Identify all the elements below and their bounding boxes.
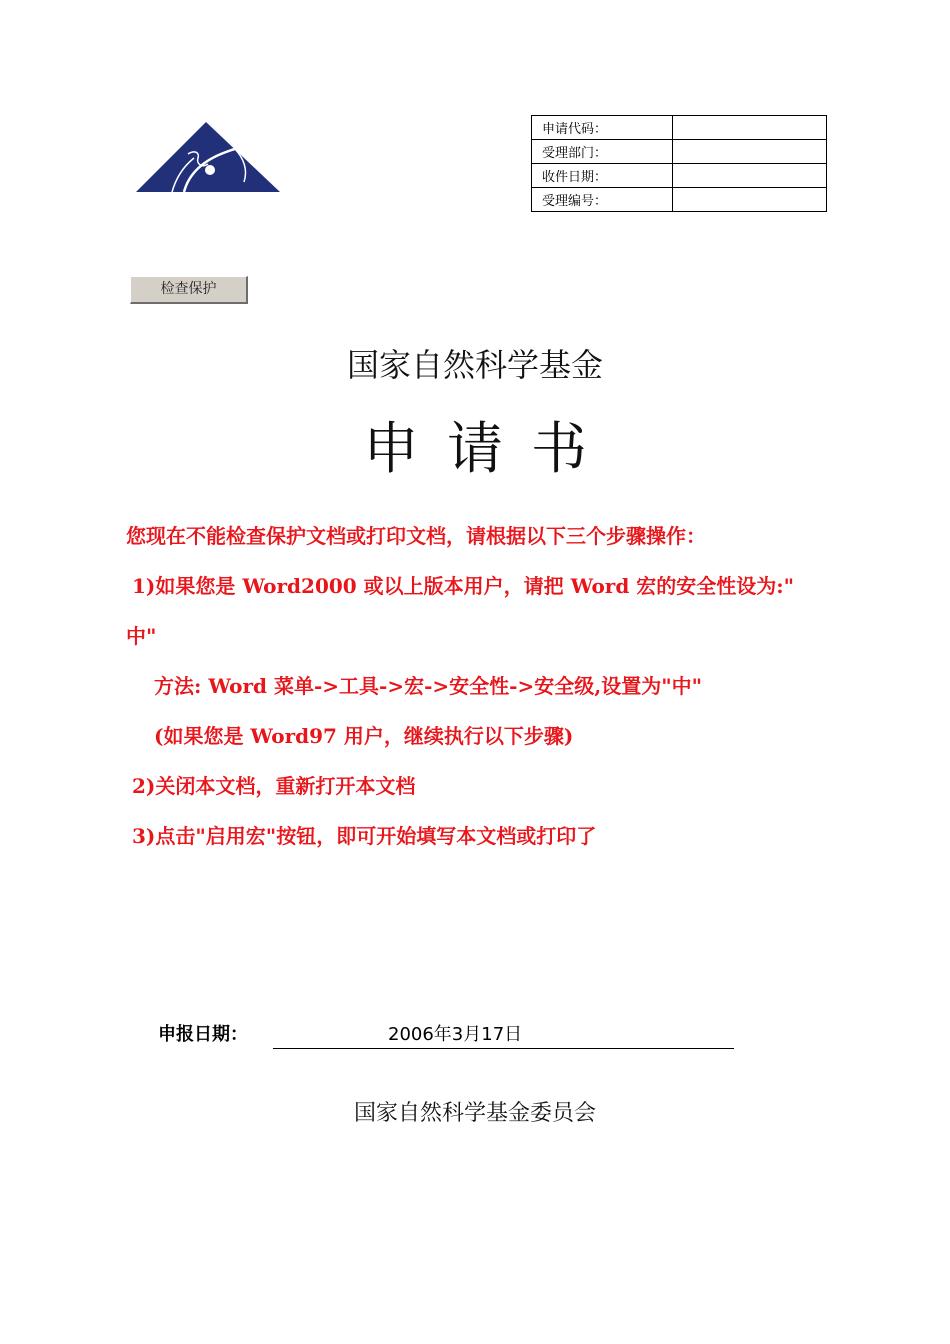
instruction-step-1-continued: 中": [126, 624, 157, 648]
acceptance-number-field[interactable]: [673, 188, 827, 212]
table-row: [532, 116, 827, 140]
table-row: [532, 188, 827, 212]
instruction-step-3: 3)点击"启用宏"按钮，即可开始填写本文档或打印了: [132, 824, 597, 848]
committee-name: 国家自然科学基金委员会: [353, 1101, 596, 1126]
document-title: 申请书: [363, 417, 615, 482]
department-label: 受理部门：: [532, 140, 673, 164]
table-row: [532, 164, 827, 188]
receipt-date-field[interactable]: [673, 164, 827, 188]
table-row: [532, 140, 827, 164]
application-code-field[interactable]: [673, 116, 827, 140]
submission-date-label: 申报日期：: [158, 1024, 248, 1045]
instruction-word97-note: (如果您是 Word97 用户，继续执行以下步骤): [154, 724, 574, 748]
receipt-date-label: 收件日期：: [532, 164, 673, 188]
acceptance-number-label: 受理编号：: [532, 188, 673, 212]
instruction-intro: 您现在不能检查保护文档或打印文档，请根据以下三个步骤操作：: [126, 524, 706, 548]
department-field[interactable]: [673, 140, 827, 164]
submission-date-value[interactable]: 2006年3月17日: [388, 1024, 523, 1045]
nsfc-logo-icon: [134, 118, 284, 198]
application-code-label: 申请代码：: [532, 116, 673, 140]
check-protection-button[interactable]: 检查保护: [130, 276, 248, 304]
instruction-step-2: 2)关闭本文档，重新打开本文档: [132, 774, 416, 798]
organization-title: 国家自然科学基金: [346, 346, 603, 384]
application-info-table: [531, 115, 827, 212]
submission-date-underline: [273, 1048, 734, 1049]
instruction-method: 方法: Word 菜单->工具->宏->安全性->安全级,设置为"中": [154, 674, 703, 698]
instruction-step-1: 1)如果您是 Word2000 或以上版本用户，请把 Word 宏的安全性设为:": [132, 574, 795, 598]
